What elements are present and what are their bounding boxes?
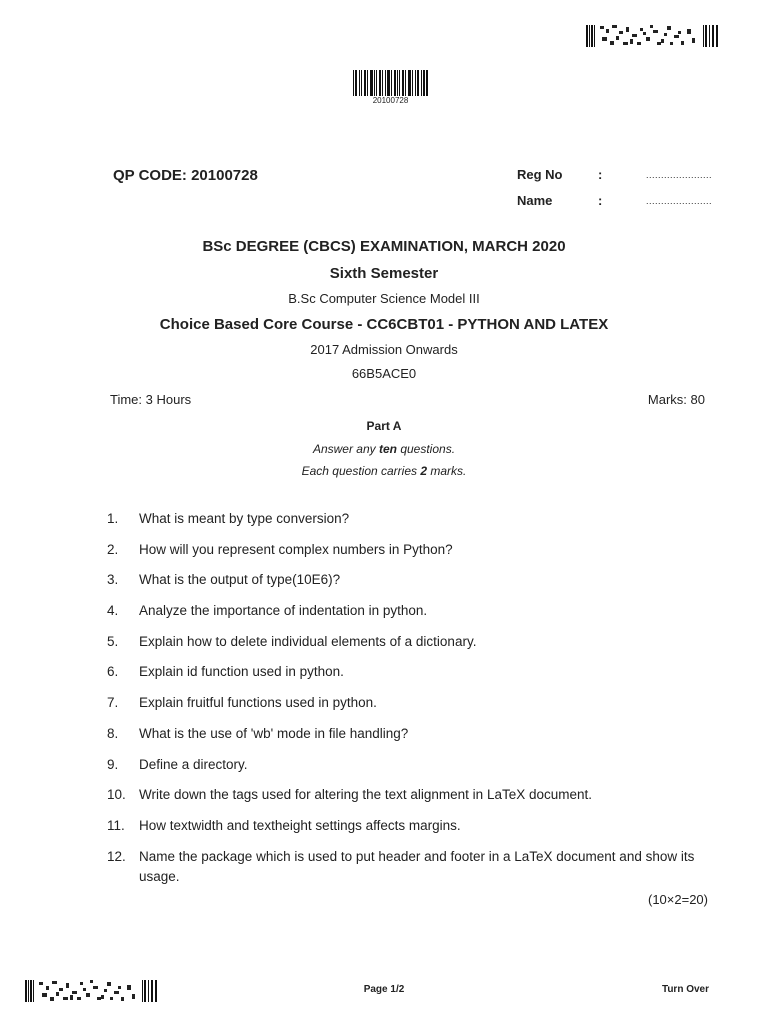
question-item: 10. Write down the tags used for altering the text alignment in LaTeX document.: [107, 787, 593, 803]
question-item: 4. Analyze the importance of indentation in python.: [107, 603, 428, 619]
question-item: 9. Define a directory.: [107, 756, 248, 772]
programme: B.Sc Computer Science Model III: [288, 291, 480, 306]
question-list: [107, 509, 717, 897]
barcode-center: [353, 70, 428, 96]
question-item: 8. What is the use of 'wb' mode in file handling?: [107, 725, 409, 741]
admission: 2017 Admission Onwards: [310, 342, 458, 357]
turn-over: Turn Over: [661, 984, 709, 995]
reg-no-blank: ......................: [646, 170, 713, 180]
part-a-marks-note: Each question carries 2 marks.: [301, 464, 467, 478]
exam-marks: Marks: 80: [647, 392, 705, 407]
question-item: 3. What is the output of type(10E6)?: [107, 572, 341, 588]
name-blank: ......................: [646, 196, 713, 206]
name-label: Name: [517, 193, 553, 208]
question-item: 11. How textwidth and textheight settings affects margins.: [107, 817, 461, 833]
name-colon: :: [598, 193, 603, 208]
semester: Sixth Semester: [329, 265, 439, 282]
question-item: 7. Explain fruitful functions used in python.: [107, 695, 377, 711]
qp-code: QP CODE: 20100728: [113, 167, 258, 184]
question-item: 12. Name the package which is used to put header and footer in a LaTeX document and show its usage.: [107, 848, 695, 884]
reg-no-colon: :: [598, 167, 603, 182]
part-a-total-marks: (10×2=20): [648, 892, 708, 907]
part-a-instruction: Answer any ten questions.: [312, 442, 456, 456]
barcode-number: 20100728: [372, 96, 409, 105]
part-a-heading: Part A: [366, 419, 402, 433]
question-item: 5. Explain how to delete individual elements of a dictionary.: [107, 633, 477, 649]
question-item: 1. What is meant by type conversion?: [107, 511, 350, 526]
exam-time: Time: 3 Hours: [110, 392, 192, 407]
barcode-top-right: [586, 25, 718, 47]
question-item: 6. Explain id function used in python.: [107, 664, 344, 680]
paper-code: 66B5ACE0: [351, 366, 417, 381]
exam-title: BSc DEGREE (CBCS) EXAMINATION, MARCH 2020: [202, 238, 566, 255]
question-item: 2. How will you represent complex numbers in Python?: [107, 541, 453, 557]
reg-no-label: Reg No: [517, 167, 563, 182]
course-title: Choice Based Core Course - CC6CBT01 - PYTHON AND LATEX: [159, 316, 609, 333]
page-number: Page 1/2: [363, 984, 405, 995]
